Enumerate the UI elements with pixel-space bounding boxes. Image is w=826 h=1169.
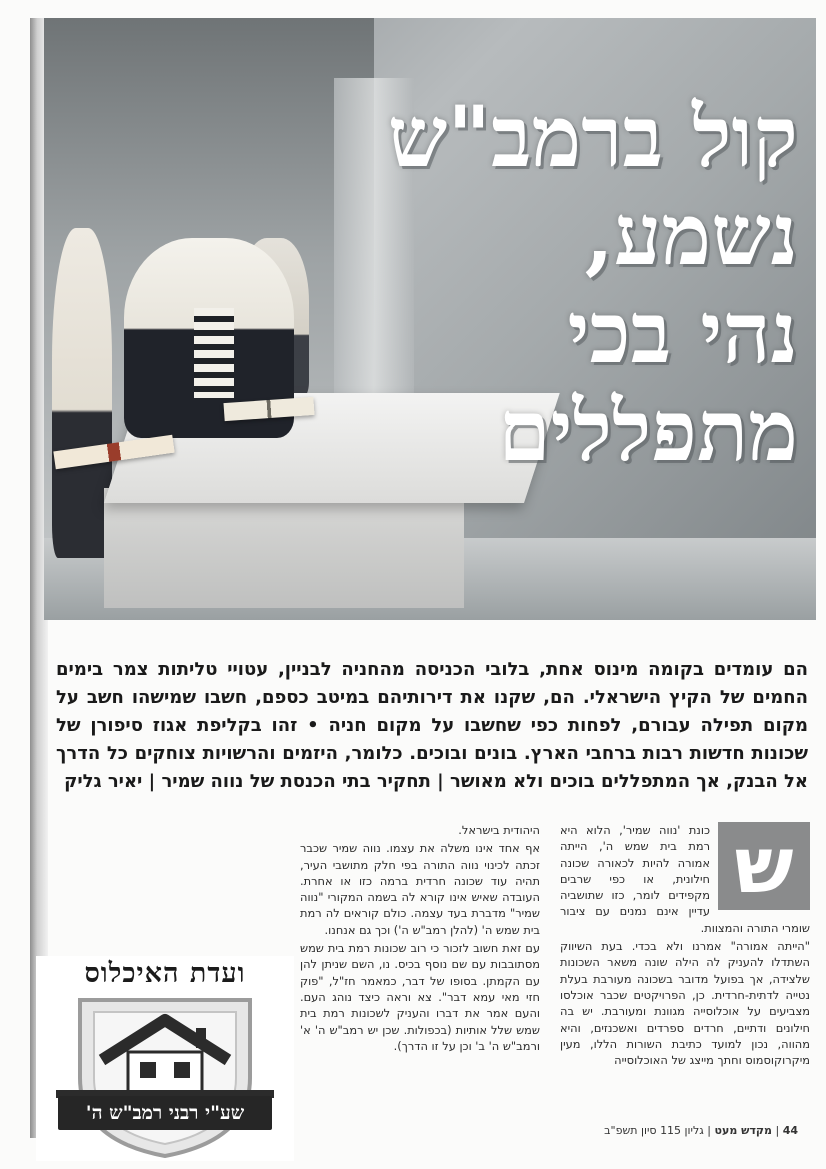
paragraph: כונת 'נווה שמיר', הלוא היא רמת בית שמש ה', הייתה אמורה להיות לכאורה שכונה חילונית, או כפי שרבים מקפידים לומר, כזו שתושביה עדיין אינם נמנים עם ציבור שומרי התורה והמצוות. [560,823,810,935]
committee-logo [36,956,294,1161]
article-column-right [560,822,810,1070]
page-footer [552,1124,798,1137]
magazine-name: מקדש מעט [714,1124,772,1137]
title-line: קול ברמב"ש [387,87,798,186]
paragraph: עם זאת חשוב לזכור כי רוב שכונות רמת בית שמש מסתובבות עם שם נוסף בכיס. נו, השם שניתן להן עם הקמתן. בסופו של דבר, כמאמר חז"ל, "פוק חזי מאי עמא דבר". צא וראה כיצד נוהג העם. והעם אמר את דברו והעניק לשכונות רמת בית שמש שלל אותיות (בכפולות. שכן יש רמב"ש ה' א' ורמב"ש ה' ב' וכן על זו הדרך). [300,941,540,1053]
title-line: נשמע, [584,185,798,284]
shield-house-icon [36,990,294,1158]
hero-photo [44,18,816,620]
title-line: מתפללים [498,381,798,480]
footer-divider: | [703,1124,712,1137]
article-column-left [300,822,540,1056]
paragraph: "הייתה אמורה" אמרנו ולא בכדי. בעת השיווק השתדלו להעניק לה הילה שונה משאר השכונות שלצידה, אך בפועל מדובר בשכונה מעורבת בעלת נטייה לדתית-חרדית. כן, הפרויקטים שכבר אוכלסו מצביעים על אוכלוסייה מגוונת ומעורבת. יש בה חילונים ודתיים, חרדים ספרדים ואשכנזים, והיא מהווה, נכון למועד כתיבת השורות הללו, מעין מיקרוקוסמוס וחתך מייצג של האוכלוסייה [560,939,810,1068]
intro-paragraph: הם עומדים בקומה מינוס אחת, בלובי הכניסה מהחניה לבניין, עטויי טליתות צמר בימים החמים של הקיץ הישראלי. הם, שקנו את דירותיהם במיטב כספם, חשבו שמישהו חשב על מקום תפילה עבורם, לפחות כפי שחשבו על מקום חניה • זהו בקליפת אגוז סיפורן של שכונות חדשות רבות ברחבי הארץ. בונים ובוכים. כלומר, היזמים והרשויות צוחקים כל הדרך אל הבנק, אך המתפללים בוכים ולא מאושר | תחקיר בתי הכנסת של נווה שמיר | יאיר גליק [56,659,808,792]
logo-title: ועדת האיכלוס [84,958,246,989]
paragraph: אף אחד אינו משלה את עצמו. נווה שמיר שכבר זכתה לכינוי נווה התורה בפי חלק מתושבי העיר, תהיה עוד שכונה חרדית ברמה כזו או אחרת. העובדה שאיש אינו קורא לה בשמה המקורי "נווה שמיר" מדברת בעד עצמה. כולם קוראים לה רמת בית שמש ה' (להלן רמב"ש ה') וכך גם אנחנו. [300,841,540,937]
photo-table-front [104,488,464,608]
title-line: נהי בכי [567,283,798,382]
photo-worshipper-left [52,228,112,558]
photo-tallit-stripes [194,308,234,398]
drop-cap: ש [718,822,810,910]
page-title [278,88,798,480]
footer-divider: | [771,1124,780,1137]
logo-banner: שע"י רבני רמב"ש ה' [58,1096,272,1130]
page-number: 44 [782,1124,798,1137]
issue-info: גליון 115 סיון תשפ"ב [604,1124,704,1137]
paragraph: היהודית בישראל. [458,823,540,837]
